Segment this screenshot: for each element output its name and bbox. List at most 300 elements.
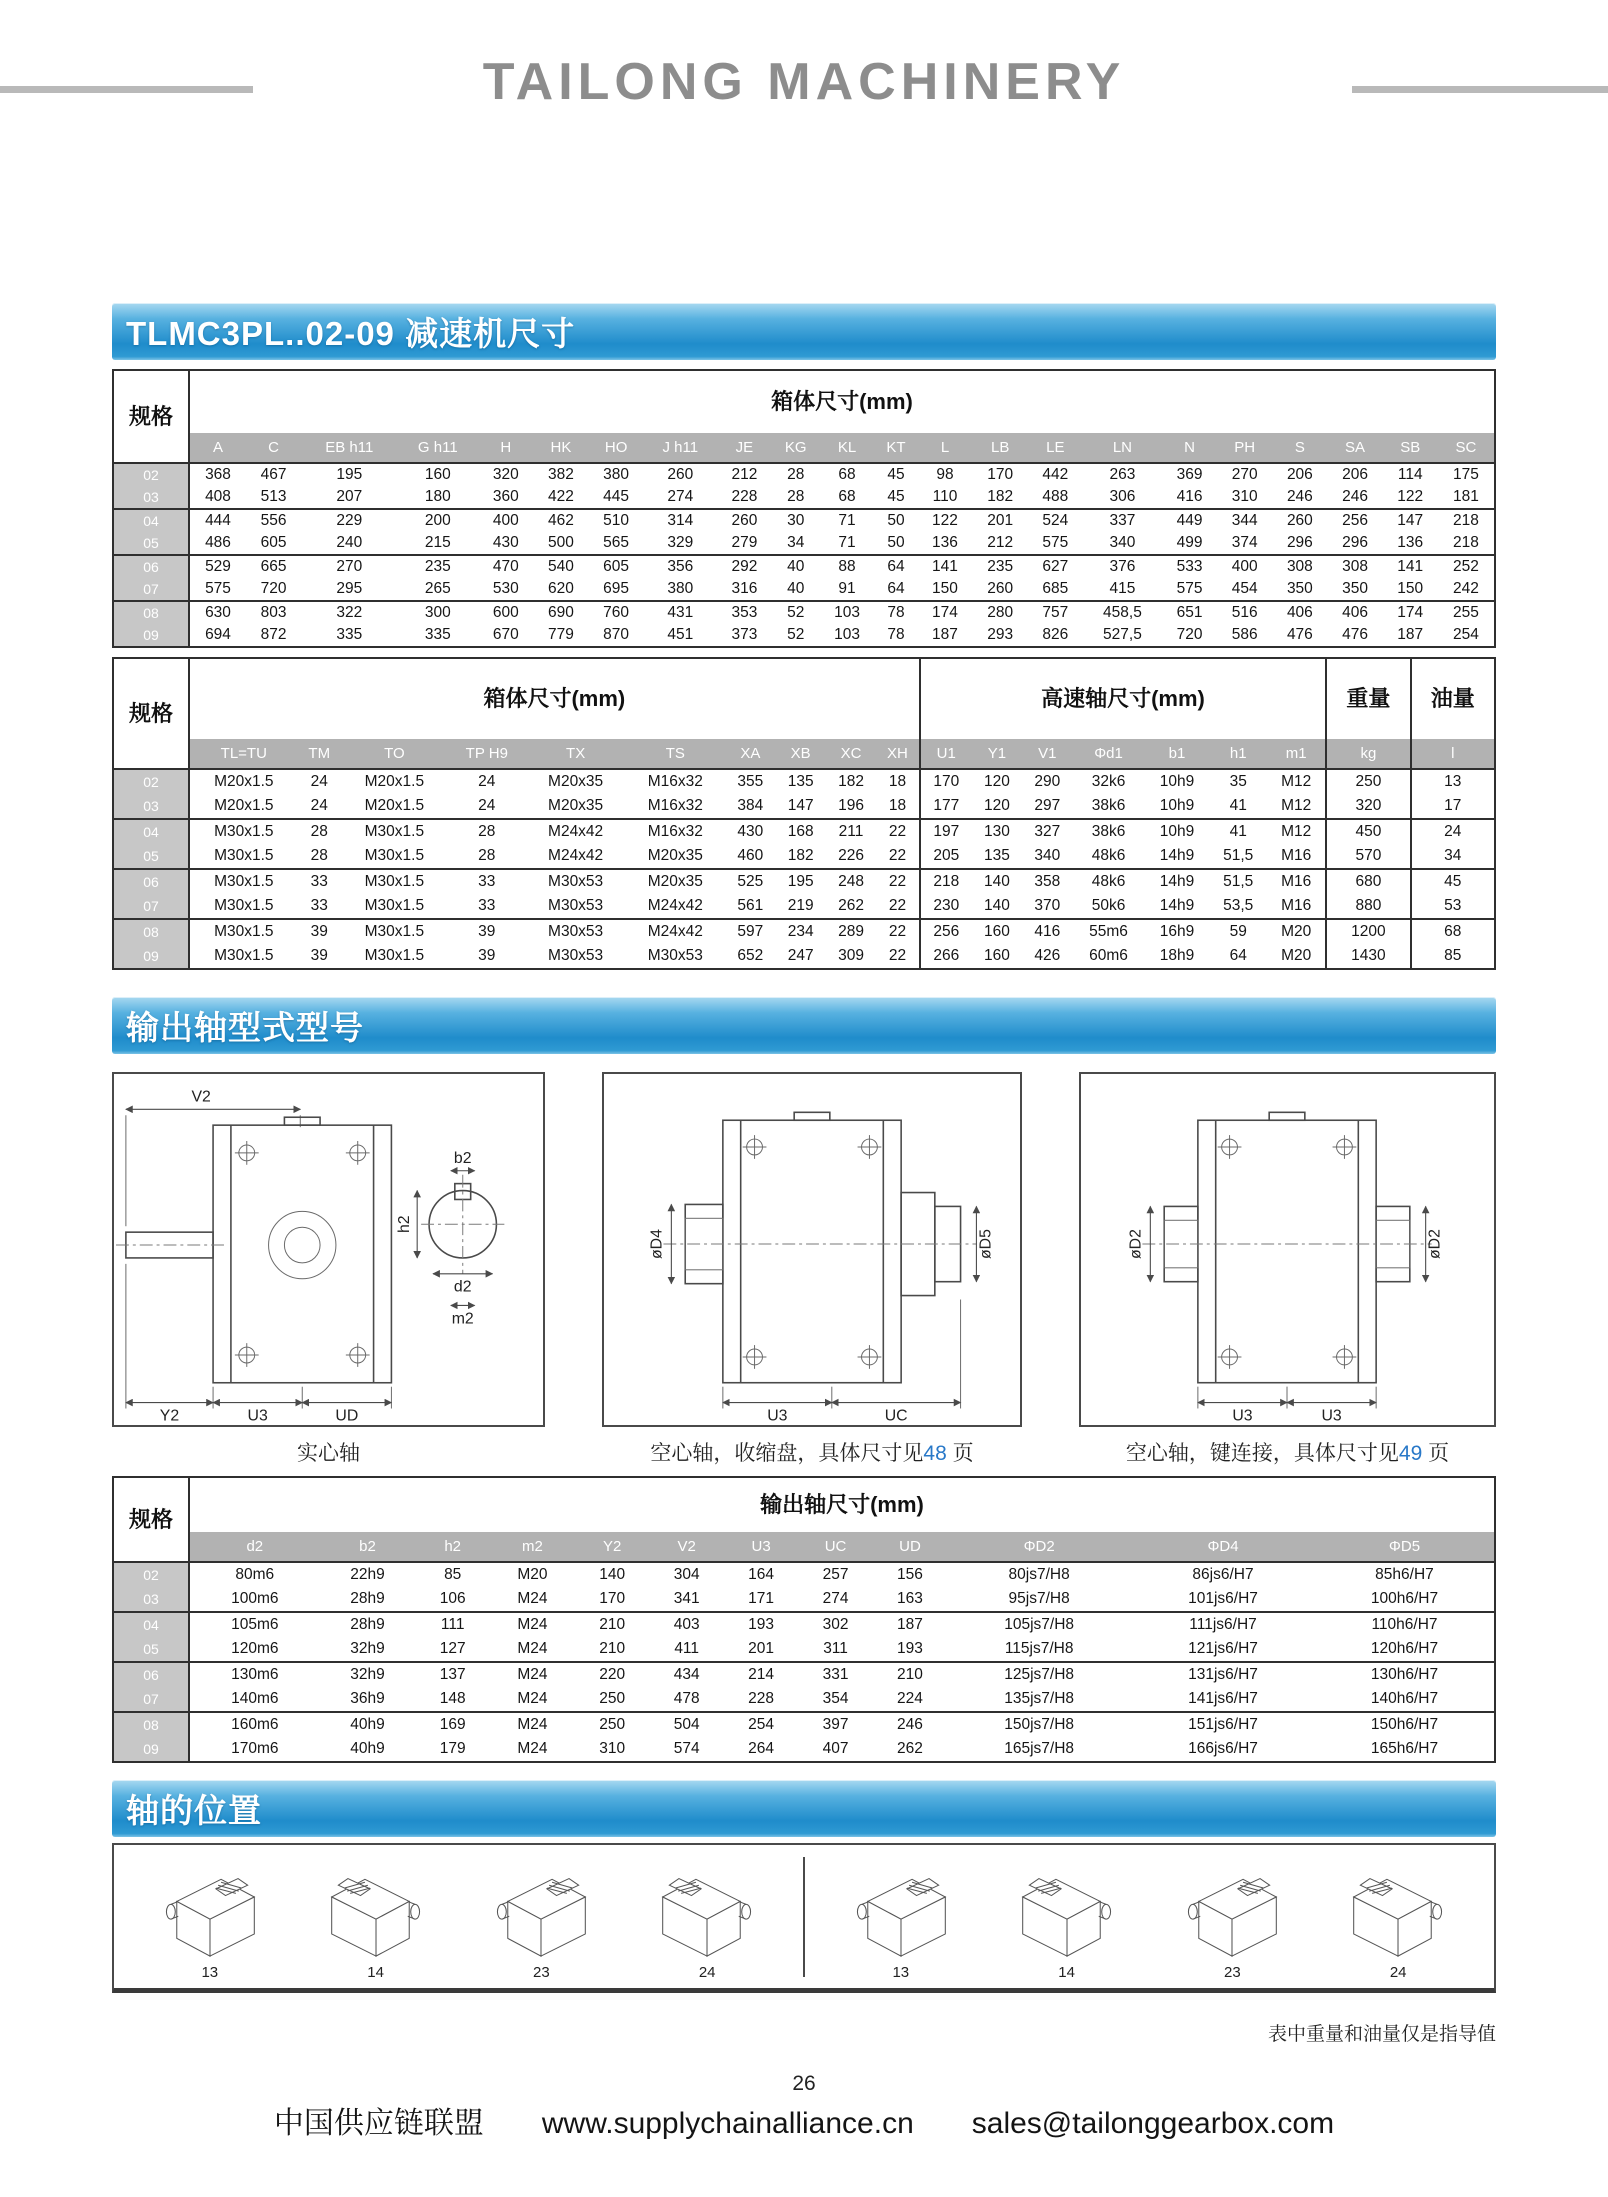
value-cell: 246 (897, 1716, 923, 1734)
value-cell: 80js7/H8 (1008, 1566, 1070, 1584)
value-cell: 309 (826, 944, 876, 969)
table-row (113, 463, 1495, 486)
value-cell: M24 (490, 1637, 575, 1662)
value-cell: 476 (1327, 624, 1382, 647)
table-row (113, 1662, 1495, 1687)
spec-cell: 09 (113, 624, 189, 647)
spec-cell: 07 (113, 1687, 189, 1712)
value-cell: 335 (301, 624, 397, 647)
value-cell: 296 (1272, 532, 1327, 555)
value-cell: 252 (1452, 558, 1479, 576)
table-row (113, 1712, 1495, 1737)
spec-cell: 04 (113, 1612, 189, 1637)
value-cell: 454 (1217, 578, 1272, 601)
value-cell: 320 (492, 466, 519, 484)
caption-suffix: 页 (1422, 1442, 1450, 1465)
table-row (113, 578, 1495, 601)
value-cell: 382 (548, 466, 574, 484)
value-cell: M30x1.5 (341, 844, 448, 869)
value-cell: 36h9 (320, 1687, 416, 1712)
table-row (113, 509, 1495, 532)
value-cell: 525 (737, 873, 764, 891)
value-cell: 33 (310, 873, 328, 891)
caption-text: 空心轴，收缩盘，具体尺寸见 (650, 1442, 924, 1465)
value-cell: 720 (1162, 624, 1217, 647)
value-cell: 28h9 (350, 1616, 385, 1634)
value-cell: 444 (205, 512, 231, 530)
column-header: SC (1438, 433, 1495, 463)
value-cell: 24 (448, 794, 526, 819)
positions-group-right (805, 1853, 1494, 1981)
table-row (113, 1612, 1495, 1637)
value-cell: 181 (1438, 486, 1495, 509)
value-cell: 262 (826, 894, 876, 919)
value-cell: 524 (1042, 512, 1069, 530)
value-cell: 627 (1042, 558, 1069, 576)
value-cell: M30x1.5 (341, 944, 448, 969)
value-cell: 1430 (1326, 944, 1410, 969)
value-cell: 53,5 (1209, 894, 1267, 919)
value-cell: 106 (415, 1587, 489, 1612)
table-row (113, 894, 1495, 919)
gearbox-position-drawing (317, 1866, 435, 1962)
value-cell: 169 (439, 1716, 466, 1734)
value-cell: 212 (973, 532, 1028, 555)
page-number: 26 (792, 2072, 816, 2095)
value-cell: 38k6 (1072, 794, 1144, 819)
dim-label-h2: h2 (396, 1215, 414, 1234)
value-cell: 257 (822, 1566, 849, 1584)
value-cell: 350 (1272, 578, 1327, 601)
value-cell: M20x1.5 (214, 773, 274, 791)
value-cell: 218 (1438, 532, 1495, 555)
value-cell: 121js6/H7 (1131, 1637, 1315, 1662)
spec-cell: 06 (113, 869, 189, 894)
value-cell: 103 (834, 604, 860, 622)
value-cell: M16 (1267, 894, 1326, 919)
spec-cell: 09 (113, 1737, 189, 1762)
value-cell: 177 (920, 794, 972, 819)
column-header: S (1272, 433, 1327, 463)
value-cell: 51,5 (1209, 844, 1267, 869)
spec-cell: 05 (113, 1637, 189, 1662)
value-cell: 45 (1444, 873, 1462, 891)
value-cell: 171 (724, 1587, 798, 1612)
value-cell: 260 (973, 578, 1028, 601)
value-cell: 665 (260, 558, 287, 576)
value-cell: 310 (575, 1737, 649, 1762)
value-cell: 302 (822, 1616, 849, 1634)
dim-label-y2: Y2 (159, 1407, 180, 1425)
value-cell: 872 (246, 624, 301, 647)
value-cell: 182 (973, 486, 1028, 509)
table-row (113, 1687, 1495, 1712)
value-cell: 193 (748, 1616, 775, 1634)
value-cell: 270 (336, 558, 363, 576)
column-header: KG (772, 433, 819, 463)
value-cell: 250 (1326, 769, 1410, 794)
value-cell: 45 (887, 466, 905, 484)
value-cell: 218 (1452, 512, 1479, 530)
value-cell: 127 (415, 1637, 489, 1662)
value-cell: 510 (603, 512, 630, 530)
value-cell: M24x42 (548, 823, 604, 841)
value-cell: 226 (826, 844, 876, 869)
table-row (113, 794, 1495, 819)
value-cell: 35 (1229, 773, 1247, 791)
value-cell: 533 (1176, 558, 1203, 576)
value-cell: 500 (533, 532, 588, 555)
value-cell: 570 (1326, 844, 1410, 869)
page-content (112, 303, 1496, 1993)
column-header: TP H9 (448, 739, 526, 769)
value-cell: 370 (1022, 894, 1072, 919)
value-cell: 556 (260, 512, 287, 530)
value-cell: 279 (717, 532, 772, 555)
value-cell: 64 (1209, 944, 1267, 969)
column-header: V2 (649, 1532, 723, 1562)
value-cell: 59 (1229, 923, 1247, 941)
value-cell: 24 (310, 773, 328, 791)
value-cell: 240 (301, 532, 397, 555)
value-cell: 760 (603, 604, 630, 622)
value-cell: 151js6/H7 (1188, 1716, 1258, 1734)
column-header: HK (533, 433, 588, 463)
value-cell: 306 (1083, 486, 1162, 509)
column-header: d2 (189, 1532, 320, 1562)
value-cell: 187 (1383, 624, 1438, 647)
footer-org: 中国供应链联盟 (273, 2107, 484, 2140)
value-cell: 620 (533, 578, 588, 601)
value-cell: 292 (731, 558, 758, 576)
value-cell: 110h6/H7 (1371, 1616, 1438, 1634)
gearbox-position-drawing (151, 1866, 269, 1962)
value-cell: M30x1.5 (189, 844, 298, 869)
value-cell: 264 (724, 1737, 798, 1762)
value-cell: 17 (1411, 794, 1495, 819)
guidance-note: 表中重量和油量仅是指导值 (1267, 2024, 1496, 2045)
column-header: h2 (415, 1532, 489, 1562)
value-cell: 218 (933, 873, 960, 891)
value-cell: 368 (205, 466, 231, 484)
value-cell: M20x35 (647, 873, 703, 891)
column-header: H (478, 433, 533, 463)
column-header: h1 (1209, 739, 1267, 769)
value-cell: 147 (776, 794, 826, 819)
value-cell: 228 (724, 1687, 798, 1712)
column-header: Φd1 (1072, 739, 1144, 769)
column-header: TL=TU (189, 739, 298, 769)
position-label: 13 (201, 1963, 219, 1981)
column-header: JE (717, 433, 772, 463)
value-cell: 170 (987, 466, 1014, 484)
column-header: XC (826, 739, 876, 769)
spec-cell: 02 (113, 769, 189, 794)
dim-label-d4: øD4 (648, 1229, 666, 1260)
value-cell: 170m6 (189, 1737, 320, 1762)
table-row (113, 944, 1495, 969)
value-cell: 597 (737, 923, 764, 941)
value-cell: 41 (1209, 794, 1267, 819)
value-cell: M20 (1267, 919, 1326, 944)
value-cell: 120h6/H7 (1315, 1637, 1495, 1662)
value-cell: 331 (822, 1666, 849, 1684)
value-cell: 39 (478, 923, 496, 941)
value-cell: 200 (424, 512, 451, 530)
value-cell: 224 (873, 1687, 947, 1712)
value-cell: 52 (787, 604, 805, 622)
value-cell: 14h9 (1145, 844, 1210, 869)
value-cell: 14h9 (1159, 873, 1195, 891)
value-cell: 71 (838, 512, 856, 530)
output-shaft-dimensions-table (112, 1476, 1496, 1763)
value-cell: 80m6 (235, 1566, 275, 1584)
hollow-shaft-shrink-disk-diagram (604, 1074, 1020, 1425)
value-cell: 206 (1342, 466, 1368, 484)
value-cell: 406 (1342, 604, 1368, 622)
value-cell: 695 (589, 578, 644, 601)
value-cell: 24 (298, 794, 341, 819)
value-cell: 513 (246, 486, 301, 509)
value-cell: 458,5 (1103, 604, 1142, 622)
dim-label-d2: d2 (453, 1278, 472, 1296)
solid-shaft-diagram (114, 1074, 543, 1425)
value-cell: 71 (819, 532, 874, 555)
value-cell: 397 (822, 1716, 849, 1734)
position-item (637, 1866, 777, 1981)
header-rule-left (0, 86, 253, 93)
column-header: SB (1383, 433, 1438, 463)
dim-label-m2: m2 (451, 1310, 474, 1328)
column-header: V1 (1022, 739, 1072, 769)
column-header: SA (1327, 433, 1382, 463)
column-header: U1 (920, 739, 972, 769)
table-row (113, 819, 1495, 844)
dim-label-u3-left: U3 (1232, 1407, 1253, 1425)
value-cell: 135js7/H8 (947, 1687, 1131, 1712)
value-cell: 529 (205, 558, 231, 576)
value-cell: 211 (838, 823, 864, 841)
column-header: l (1411, 739, 1495, 769)
value-cell: 86js6/H7 (1192, 1566, 1254, 1584)
value-cell: 174 (932, 604, 958, 622)
value-cell: 68 (1444, 923, 1462, 941)
value-cell: 10h9 (1159, 823, 1195, 841)
value-cell: 210 (897, 1666, 923, 1684)
value-cell: 150js7/H8 (1004, 1716, 1075, 1734)
value-cell: 234 (787, 923, 814, 941)
position-label: 14 (367, 1963, 384, 1981)
value-cell: 488 (1028, 486, 1083, 509)
value-cell: 98 (936, 466, 954, 484)
value-cell: 22 (876, 869, 920, 894)
value-cell: 22 (876, 919, 920, 944)
value-cell: 196 (826, 794, 876, 819)
position-label: 24 (1389, 1963, 1407, 1981)
value-cell: 33 (478, 873, 496, 891)
group-header-highspeed-shaft: 高速轴尺寸(mm) (920, 658, 1327, 739)
value-cell: 206 (1286, 466, 1313, 484)
value-cell: 651 (1176, 604, 1203, 622)
housing-dimensions-table (112, 369, 1496, 648)
value-cell: 356 (667, 558, 694, 576)
value-cell: 111 (440, 1616, 465, 1634)
value-cell: 33 (448, 894, 526, 919)
value-cell: 182 (838, 773, 864, 791)
value-cell: 33 (298, 894, 341, 919)
value-cell: 215 (397, 532, 478, 555)
value-cell: 78 (887, 604, 905, 622)
value-cell: 340 (1083, 532, 1162, 555)
value-cell: 350 (1327, 578, 1382, 601)
value-cell: 373 (717, 624, 772, 647)
column-header: LN (1083, 433, 1162, 463)
value-cell: 254 (748, 1716, 775, 1734)
value-cell: M30x53 (548, 873, 604, 891)
value-cell: 652 (725, 944, 775, 969)
value-cell: M24 (517, 1666, 548, 1684)
value-cell: 426 (1022, 944, 1072, 969)
value-cell: 148 (415, 1687, 489, 1712)
value-cell: 214 (748, 1666, 775, 1684)
value-cell: 34 (772, 532, 819, 555)
value-cell: 254 (1438, 624, 1495, 647)
value-cell: 160m6 (231, 1716, 279, 1734)
column-header: TO (341, 739, 448, 769)
value-cell: 376 (1109, 558, 1136, 576)
value-cell: 430 (478, 532, 533, 555)
dim-label-ud: UD (335, 1407, 359, 1425)
value-cell: 28 (478, 823, 496, 841)
position-item (306, 1866, 446, 1981)
value-cell: M30x1.5 (341, 894, 448, 919)
table-row (113, 601, 1495, 624)
column-header: LE (1028, 433, 1083, 463)
value-cell: 48k6 (1072, 844, 1144, 869)
value-cell: M20x1.5 (341, 794, 448, 819)
value-cell: 140h6/H7 (1315, 1687, 1495, 1712)
value-cell: 1200 (1326, 919, 1410, 944)
value-cell: 690 (548, 604, 574, 622)
value-cell: 137 (439, 1666, 466, 1684)
column-header: U3 (724, 1532, 798, 1562)
value-cell: 630 (205, 604, 231, 622)
value-cell: 280 (987, 604, 1014, 622)
value-cell: 478 (649, 1687, 723, 1712)
value-cell: 400 (492, 512, 519, 530)
table-row (113, 1737, 1495, 1762)
value-cell: 182 (776, 844, 826, 869)
value-cell: 353 (731, 604, 758, 622)
value-cell: M24 (490, 1587, 575, 1612)
value-cell: 140 (984, 873, 1010, 891)
spec-cell: 08 (113, 601, 189, 624)
value-cell: 369 (1176, 466, 1203, 484)
value-cell: M20 (517, 1566, 548, 1584)
value-cell: 260 (667, 466, 694, 484)
value-cell: 55m6 (1089, 923, 1128, 941)
value-cell: 256 (933, 923, 960, 941)
value-cell: 160 (984, 923, 1010, 941)
hollow-shaft-shrink-disk-panel (602, 1072, 1022, 1427)
value-cell: 565 (589, 532, 644, 555)
value-cell: 180 (397, 486, 478, 509)
caption-text: 实心轴 (297, 1442, 360, 1465)
value-cell: 248 (838, 873, 864, 891)
table-row (113, 555, 1495, 578)
value-cell: 296 (1327, 532, 1382, 555)
value-cell: 125js7/H8 (1004, 1666, 1075, 1684)
dim-label-u3: U3 (247, 1407, 268, 1425)
value-cell: 295 (301, 578, 397, 601)
value-cell: 260 (731, 512, 758, 530)
column-header: b2 (320, 1532, 416, 1562)
value-cell: 10h9 (1159, 773, 1195, 791)
value-cell: 341 (649, 1587, 723, 1612)
value-cell: 197 (933, 823, 960, 841)
value-cell: 358 (1034, 873, 1061, 891)
brand-title: TAILONG MACHINERY (482, 53, 1126, 111)
value-cell: 135 (787, 773, 814, 791)
value-cell: 30 (787, 512, 805, 530)
position-label: 24 (698, 1963, 716, 1981)
value-cell: 136 (1383, 532, 1438, 555)
value-cell: 407 (798, 1737, 872, 1762)
page-footer (0, 2098, 1608, 2142)
value-cell: 449 (1176, 512, 1203, 530)
value-cell: 212 (731, 466, 758, 484)
value-cell: M24 (490, 1737, 575, 1762)
section-bar-dimensions (112, 303, 1496, 360)
value-cell: 141 (932, 558, 958, 576)
value-cell: 50 (875, 532, 918, 555)
value-cell: 141 (1397, 558, 1424, 576)
dim-label-d2-right: øD2 (1426, 1229, 1444, 1260)
value-cell: 445 (589, 486, 644, 509)
caption-suffix: 页 (946, 1442, 974, 1465)
value-cell: 141js6/H7 (1131, 1687, 1315, 1712)
solid-shaft-panel (112, 1072, 545, 1427)
value-cell: M30x1.5 (214, 823, 274, 841)
section-title: TLMC3PL..02-09 减速机尺寸 (126, 315, 576, 352)
table-row (113, 869, 1495, 894)
value-cell: 28 (310, 823, 328, 841)
value-cell: 175 (1452, 466, 1479, 484)
value-cell: 28 (298, 844, 341, 869)
spec-cell: 04 (113, 819, 189, 844)
value-cell: 467 (260, 466, 287, 484)
value-cell: 242 (1438, 578, 1495, 601)
value-cell: 24 (478, 773, 496, 791)
column-header: ΦD4 (1131, 1532, 1315, 1562)
value-cell: M16x32 (625, 794, 725, 819)
spec-header: 规格 (113, 1477, 189, 1562)
position-item (1328, 1866, 1468, 1981)
spec-cell: 05 (113, 844, 189, 869)
position-label: 23 (1224, 1963, 1241, 1981)
position-label: 23 (533, 1963, 550, 1981)
value-cell: 246 (1327, 486, 1382, 509)
value-cell: M30x1.5 (364, 923, 425, 941)
hollow-shaft-key-panel (1079, 1072, 1496, 1427)
column-header: L (917, 433, 972, 463)
value-cell: 147 (1397, 512, 1424, 530)
column-header: m1 (1267, 739, 1326, 769)
value-cell: 430 (737, 823, 764, 841)
value-cell: 34 (1411, 844, 1495, 869)
value-cell: 41 (1229, 823, 1247, 841)
value-cell: 201 (987, 512, 1014, 530)
